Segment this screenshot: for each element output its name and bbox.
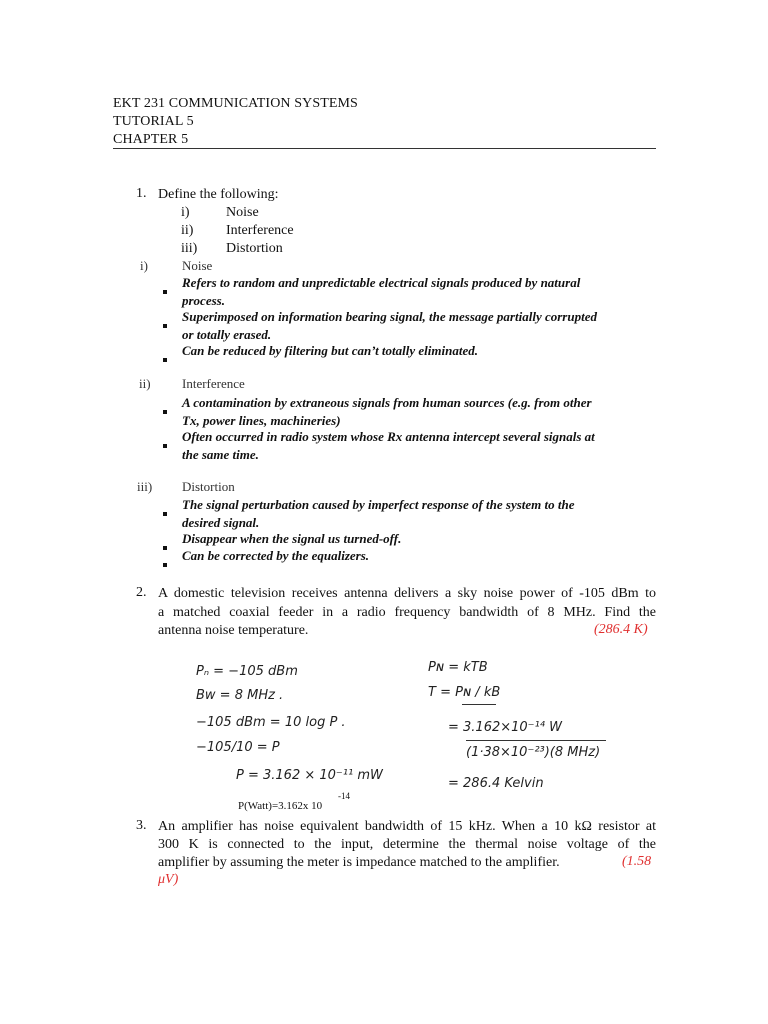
q2-line: antenna noise temperature. [158, 623, 309, 638]
answer-bullet: Refers to random and unpredictable electrical signals produced by natural process. [182, 275, 581, 308]
chapter-label: CHAPTER 5 [113, 132, 189, 147]
q3-line: amplifier by assuming the meter is impedance matched to the amplifier. [158, 855, 560, 870]
answer-bullet: Superimposed on information bearing signal, the message partially corrupted or totally erased. [182, 309, 597, 342]
q2-answer: (286.4 K) [594, 622, 648, 637]
bullet-icon [163, 503, 167, 521]
answer-title: Interference [182, 376, 245, 391]
work-line: = 286.4 Kelvin [448, 776, 544, 791]
work-line: Pɴ = kTB [428, 660, 488, 675]
work-line: −105/10 = P [196, 740, 280, 755]
bullet-icon [163, 401, 167, 419]
q3-line: An amplifier has noise equivalent bandwidth of 15 kHz. When a 10 kΩ resistor at [158, 819, 656, 834]
header-divider [113, 148, 656, 149]
work-line: = 3.162×10⁻¹⁴ W [448, 720, 562, 735]
answer-bullet: A contamination by extraneous signals from human sources (e.g. from other Tx, power lines, machineries) [182, 395, 592, 428]
bullet-icon [163, 435, 167, 453]
course-title: EKT 231 COMMUNICATION SYSTEMS [113, 96, 358, 111]
q2-line: a matched coaxial feeder in a radio frequency bandwidth of 8 MHz. Find the [158, 605, 656, 620]
bullet-icon [163, 281, 167, 299]
q1-number: 1. [136, 186, 147, 201]
q1-text: Define the following: [158, 187, 279, 202]
answer-bullet: The signal perturbation caused by imperfect response of the system to the desired signal. [182, 497, 575, 530]
q3-answer-unit: μV) [158, 872, 179, 887]
work-line: P = 3.162 × 10⁻¹¹ mW [236, 768, 383, 783]
answer-num: i) [140, 258, 148, 273]
bullet-icon [163, 554, 167, 572]
q3-answer: (1.58 [622, 854, 652, 869]
q3-number: 3. [136, 818, 147, 833]
answer-bullet: Can be reduced by filtering but can’t totally eliminated. [182, 343, 478, 358]
q2-line: A domestic television receives antenna delivers a sky noise power of -105 dBm to [158, 586, 656, 601]
q1-item-label: Distortion [226, 241, 283, 256]
fraction-bar [462, 704, 496, 705]
bullet-icon [163, 537, 167, 555]
q1-item-label: Noise [226, 205, 259, 220]
answer-title: Noise [182, 258, 213, 273]
answer-num: iii) [137, 479, 153, 494]
work-line: −105 dBm = 10 log P . [196, 715, 346, 730]
typed-exponent: -14 [338, 791, 350, 801]
answer-bullet: Can be corrected by the equalizers. [182, 548, 370, 563]
answer-title: Distortion [182, 479, 235, 494]
typed-watt: P(Watt)=3.162x 10 [238, 800, 323, 812]
bullet-icon [163, 315, 167, 333]
work-line: Pₙ = −105 dBm [196, 664, 298, 679]
answer-bullet: Often occurred in radio system whose Rx antenna intercept several signals at the same time. [182, 429, 595, 462]
work-line: (1·38×10⁻²³)(8 MHz) [466, 745, 601, 760]
answer-num: ii) [139, 376, 151, 391]
fraction-bar [466, 740, 606, 741]
work-line: Bw = 8 MHz . [196, 688, 284, 703]
work-line: T = Pɴ / kB [428, 685, 501, 700]
q2-number: 2. [136, 585, 147, 600]
answer-bullet: Disappear when the signal us turned-off. [182, 531, 402, 546]
q1-item-num: iii) [181, 241, 198, 256]
bullet-icon [163, 349, 167, 367]
q1-item-num: i) [181, 205, 190, 220]
q3-line: 300 K is connected to the input, determine the thermal noise voltage of the [158, 837, 656, 852]
q1-item-num: ii) [181, 223, 194, 238]
q1-item-label: Interference [226, 223, 294, 238]
tutorial-label: TUTORIAL 5 [113, 114, 194, 129]
